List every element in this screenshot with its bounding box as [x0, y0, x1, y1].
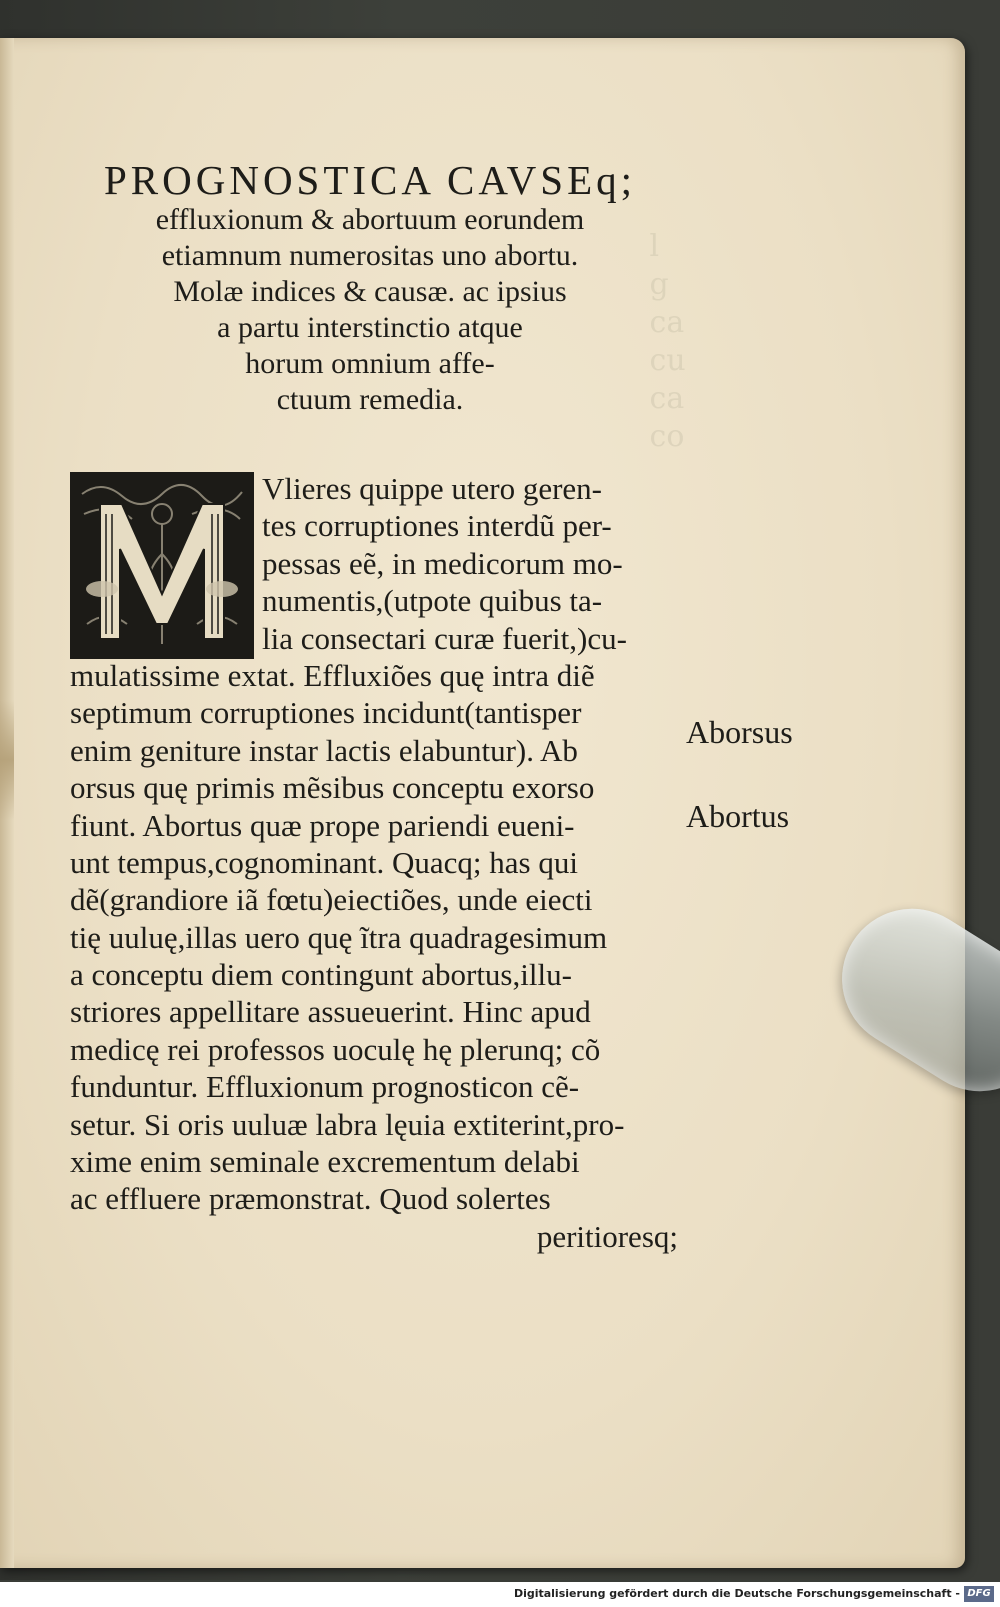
text-line: septimum corruptiones incidunt(tantisper [70, 695, 582, 731]
text-line: striores appellitare assueuerint. Hinc apud [70, 994, 591, 1030]
text-line: ac effluere præmonstrat. Quod solertes [70, 1181, 551, 1217]
text-line: tię uuluę,illas uero quę ĩtra quadragesimum [70, 919, 608, 955]
heading-line-4: Molæ indices & causæ. ac ipsius [173, 275, 567, 308]
heading-line-1: PROGNOSTICA CAVSEq; [103, 157, 637, 203]
text-line: setur. Si oris uuluæ labra lęuia extiterint,pro- [70, 1106, 625, 1142]
catchword: peritioresq; [536, 1218, 678, 1254]
text-line: funduntur. Effluxionum prognosticon cẽ- [70, 1069, 580, 1105]
text-line: lia consectari curæ fuerit,)cu- [262, 620, 627, 656]
heading-line-3: etiamnum numerositas uno abortu. [161, 239, 579, 272]
heading-line-2: effluxionum & abortuum eorundem [155, 203, 585, 236]
text-line: mulatissime extat. Effluxiões quę intra diẽ [70, 657, 595, 693]
text-line: enim geniture instar lactis elabuntur). Ab [70, 732, 578, 768]
main-text [70, 470, 678, 1255]
show-through-text: l g ca cu ca co [649, 229, 686, 454]
heading-line-5: a partu interstinctio atque [217, 311, 523, 344]
digitization-footer [0, 1582, 1000, 1607]
dfg-logo: DFG [964, 1586, 994, 1602]
footer-credit: Digitalisierung gefördert durch die Deutsche Forschungsgemeinschaft - [513, 1587, 960, 1600]
margin-note-aborsus: Aborsus [686, 714, 793, 750]
text-line: Vlieres quippe utero geren- [262, 471, 603, 506]
text-line: numentis,(utpote quibus ta- [262, 583, 603, 619]
text-line: unt tempus,cognominant. Quacq; has qui [70, 844, 578, 880]
text-line: fiunt. Abortus quæ prope pariendi eueni- [70, 807, 575, 843]
text-line: tes corruptiones interdũ per- [262, 508, 612, 544]
text-line: medicę rei professos uoculę hę plerunq; cõ [70, 1031, 601, 1067]
text-line: pessas eẽ, in medicorum mo- [262, 545, 623, 581]
chapter-heading [60, 158, 680, 418]
text-line: xime enim seminale excrementum delabi [70, 1144, 580, 1180]
text-line: dẽ(grandiore iã fœtu)eiectiões, unde eiecti [70, 882, 593, 918]
margin-note-abortus: Abortus [686, 798, 790, 834]
heading-line-6: horum omnium affe- [245, 347, 495, 380]
page-stain [0, 700, 14, 820]
text-line: a conceptu diem contingunt abortus,illu- [70, 957, 572, 993]
heading-line-7: ctuum remedia. [276, 383, 464, 416]
text-line: orsus quę primis mẽsibus conceptu exorso [70, 770, 595, 806]
